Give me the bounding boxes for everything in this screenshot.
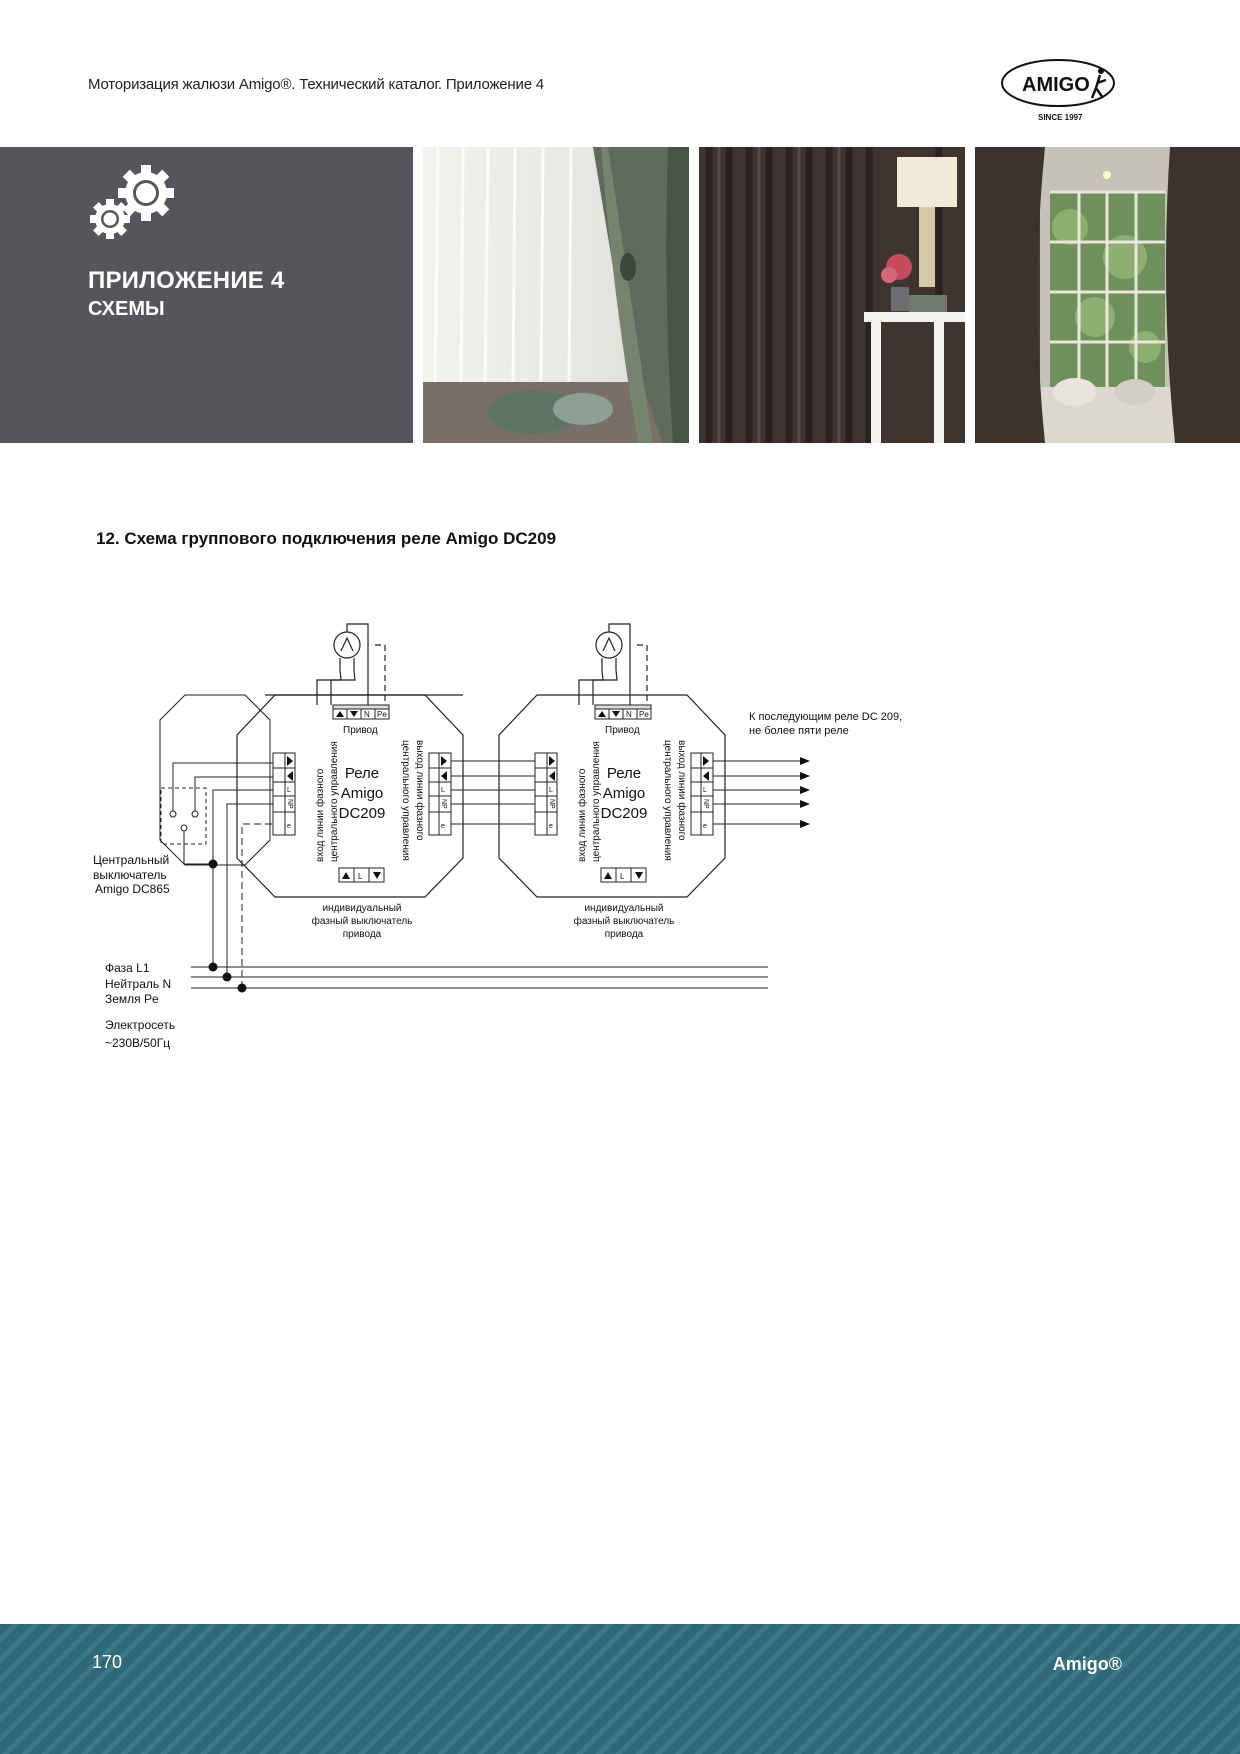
drive-label-2: Привод: [605, 725, 640, 736]
relay-1-switch-label-1: индивидуальный: [322, 903, 402, 914]
earth-label: Земля Pe: [105, 992, 159, 1006]
relay-2-output-label-1: центрального управления: [662, 740, 673, 861]
relay-2-out-l: L: [703, 787, 707, 794]
photo-dark-curtains-lamp: [699, 147, 965, 443]
motor-1: [317, 624, 385, 705]
relay-1-out-l: L: [441, 787, 445, 794]
central-switch-label-1: Центральный: [93, 853, 170, 867]
relay-2-in-l: L: [549, 787, 553, 794]
relay-1-out-np: NP: [440, 799, 447, 809]
banner: [0, 147, 1240, 443]
relay-1-output-label-2: выход линии фазного: [414, 740, 425, 841]
relay-1-switch-l: L: [358, 872, 363, 881]
neutral-label: Нейтраль N: [105, 977, 172, 991]
relay-1-output-label-1: центрального управления: [400, 740, 411, 861]
relay-1-in-e: e: [287, 823, 291, 830]
footer-brand: Amigo®: [1052, 1654, 1122, 1674]
amigo-logo: [1000, 58, 1130, 128]
terminal-n-2: N: [626, 710, 632, 719]
section-title: 12. Схема группового подключения реле Amigo DC209: [96, 529, 557, 548]
phase-label: Фаза L1: [105, 961, 150, 975]
central-switch: [161, 763, 273, 864]
relay-1-switch-label-2: фазный выключатель: [311, 916, 413, 927]
relay-1-switch-label-3: привода: [342, 929, 382, 940]
drive-label-1: Привод: [343, 725, 378, 736]
relay-2-switch-label-3: привода: [604, 929, 644, 940]
relay-2-output-terminals: [691, 753, 713, 835]
central-switch-label-2: выключатель: [93, 868, 167, 882]
relay-2-name-line3: DC209: [600, 805, 648, 822]
relay-2-input-label-2: центрального управления: [591, 741, 602, 862]
terminal-pe-1: Pe: [377, 710, 387, 719]
wiring-diagram: [85, 600, 955, 1070]
terminal-pe-2: Pe: [639, 710, 649, 719]
logo-since: SINCE 1997: [1038, 113, 1083, 122]
banner-panel: [0, 147, 413, 443]
relay-1-name-line3: DC209: [338, 805, 386, 822]
relay-1-name-line1: Реле: [344, 765, 380, 782]
relay-1: [160, 695, 270, 865]
relay-2-switch-l: L: [620, 872, 625, 881]
relay-2-output-label-2: выход линии фазного: [676, 740, 687, 841]
output-arrows: [800, 757, 810, 828]
gears-icon: [90, 165, 180, 245]
appendix-subtitle: СХЕМЫ: [88, 298, 165, 320]
relay-1-input-label-1: вход линии фазного: [315, 768, 326, 862]
terminal-n-1: N: [364, 710, 370, 719]
relay-2-switch-label-1: индивидуальный: [584, 903, 664, 914]
relay-1-out-e: e: [441, 823, 445, 830]
relay-1-input-terminals: [273, 753, 295, 835]
relay-1-input-label-2: центрального управления: [329, 741, 340, 862]
appendix-title: ПРИЛОЖЕНИЕ 4: [88, 267, 285, 294]
relay-2-out-np: NP: [702, 799, 709, 809]
relay-2-name-line2: Amigo: [602, 785, 646, 802]
relay-2-input-terminals: [535, 753, 557, 835]
relay-2-switch-label-2: фазный выключатель: [573, 916, 675, 927]
document-header-title: Моторизация жалюзи Amigo®. Технический каталог. Приложение 4: [88, 76, 544, 93]
page-number: 170: [92, 1652, 123, 1672]
relay-2-out-e: e: [703, 823, 707, 830]
photo-sheer-curtains: [423, 147, 689, 443]
mains-label-2: ~230В/50Гц: [105, 1036, 171, 1050]
relay-1-output-terminals: [429, 753, 451, 835]
motor-2: [579, 624, 647, 705]
relay-1-in-l: L: [287, 787, 291, 794]
central-switch-label-3: Amigo DC865: [95, 882, 170, 896]
logo-text: AMIGO: [1022, 74, 1090, 96]
relay-2-name-line1: Реле: [606, 765, 642, 782]
next-relay-note-2: не более пяти реле: [749, 725, 849, 737]
relay-2-in-e: e: [549, 823, 553, 830]
page-footer: [0, 1624, 1240, 1754]
relay-2-input-label-1: вход линии фазного: [577, 768, 588, 862]
mains-label-1: Электросеть: [105, 1018, 176, 1032]
relay-1-in-np: NP: [286, 799, 293, 809]
relay-2-in-np: NP: [548, 799, 555, 809]
relay-1-name-line2: Amigo: [340, 785, 384, 802]
photo-window-curtains: [975, 147, 1240, 443]
next-relay-note-1: К последующим реле DC 209,: [749, 711, 903, 723]
